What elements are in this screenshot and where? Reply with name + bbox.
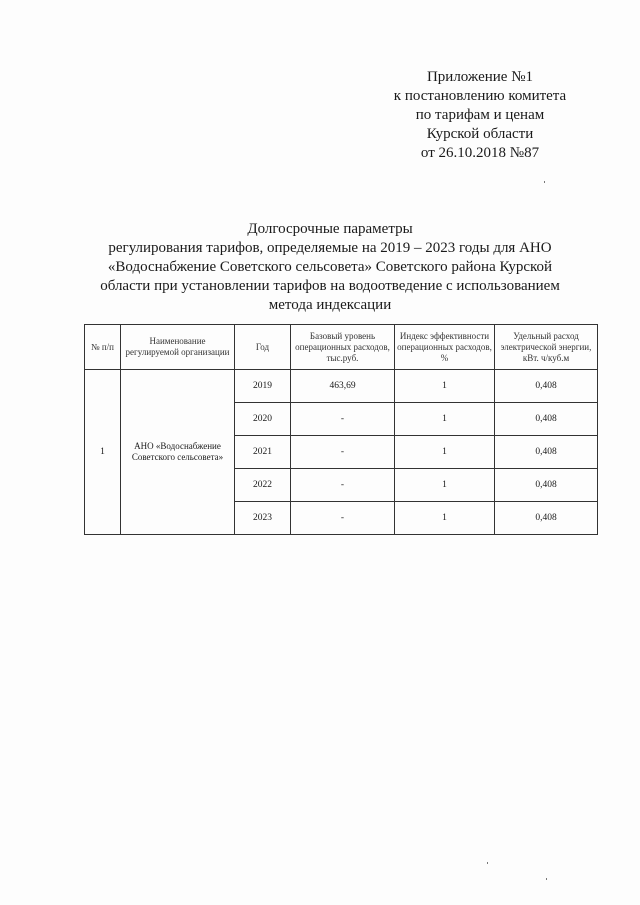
cell-index: 1: [395, 469, 495, 502]
cell-base: -: [291, 436, 395, 469]
header-num: № п/п: [85, 325, 121, 370]
scan-speck: [544, 181, 545, 183]
cell-base: -: [291, 502, 395, 535]
cell-org: АНО «Водоснабжение Советского сельсовета»: [121, 370, 235, 535]
appendix-block: [380, 68, 580, 163]
cell-index: 1: [395, 502, 495, 535]
cell-energy: 0,408: [495, 502, 598, 535]
title-line: регулирования тарифов, определяемые на 2019 – 2023 годы для АНО: [108, 240, 552, 256]
table-header-row: [85, 325, 598, 370]
cell-energy: 0,408: [495, 370, 598, 403]
header-org: Наименование регулируемой организации: [121, 325, 235, 370]
header-base-costs: Базовый уровень операционных расходов, тыс.руб.: [291, 325, 395, 370]
header-year: Год: [235, 325, 291, 370]
header-energy-consumption: Удельный расход электрической энергии, кВт. ч/куб.м: [495, 325, 598, 370]
cell-index: 1: [395, 370, 495, 403]
title-line: «Водоснабжение Советского сельсовета» Советского района Курской: [107, 259, 553, 275]
cell-index: 1: [395, 403, 495, 436]
cell-year: 2019: [235, 370, 291, 403]
cell-year: 2023: [235, 502, 291, 535]
appendix-line: по тарифам и ценам: [415, 107, 545, 123]
title-line: Долгосрочные параметры: [247, 221, 413, 237]
header-efficiency-index: Индекс эффективности операционных расходов, %: [395, 325, 495, 370]
appendix-line: к постановлению комитета: [393, 88, 567, 104]
table-row: [85, 370, 598, 403]
scan-speck: [546, 878, 547, 880]
document-title: [70, 220, 590, 315]
title-line: метода индексации: [268, 297, 392, 313]
cell-year: 2021: [235, 436, 291, 469]
appendix-line: Курской области: [426, 126, 534, 142]
cell-year: 2020: [235, 403, 291, 436]
cell-year: 2022: [235, 469, 291, 502]
scan-speck: [487, 862, 488, 864]
cell-energy: 0,408: [495, 403, 598, 436]
title-line: области при установлении тарифов на водоотведение с использованием: [100, 278, 560, 294]
cell-base: 463,69: [291, 370, 395, 403]
cell-num: 1: [85, 370, 121, 535]
cell-base: -: [291, 403, 395, 436]
parameters-table: [84, 324, 598, 535]
cell-energy: 0,408: [495, 469, 598, 502]
cell-base: -: [291, 469, 395, 502]
cell-index: 1: [395, 436, 495, 469]
cell-energy: 0,408: [495, 436, 598, 469]
appendix-line: от 26.10.2018 №87: [420, 145, 540, 161]
appendix-line: Приложение №1: [426, 69, 534, 85]
